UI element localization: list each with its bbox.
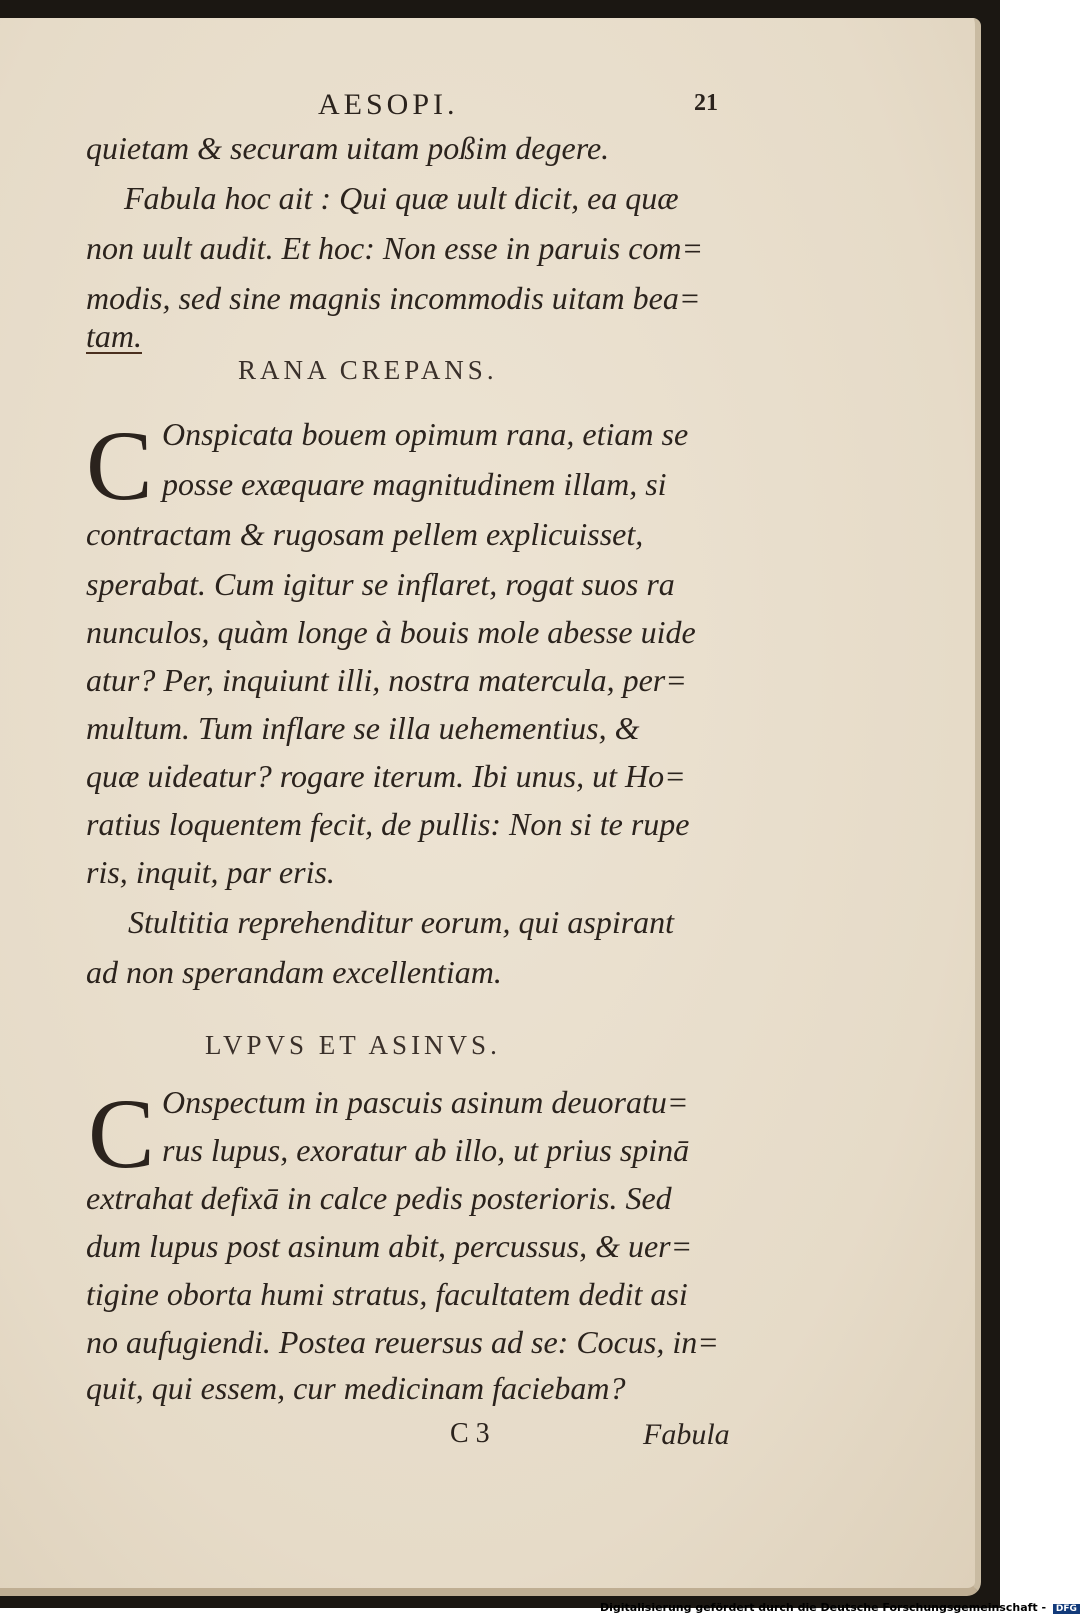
text-line: extrahat defixā in calce pedis posterioris. Sed [86,1180,672,1216]
text-line: Fabula hoc ait : Qui quæ uult dicit, ea quæ [124,180,679,216]
page-number: 21 [694,90,718,116]
text-line: tam. [86,318,142,354]
text-line: Onspectum in pascuis asinum deuoratu= [162,1084,689,1120]
text-line: Onspicata bouem opimum rana, etiam se [162,416,689,452]
text-line: posse exæquare magnitudinem illam, si [162,466,667,502]
text-line: tigine oborta humi stratus, facultatem dedit asi [86,1276,688,1312]
text-line: quietam & securam uitam poßim degere. [86,130,610,166]
text-line: rus lupus, exoratur ab illo, ut prius spinā [162,1132,690,1168]
fable-title: RANA CREPANS. [238,355,498,385]
text-line: ris, inquit, par eris. [86,854,335,890]
drop-capital: C [86,410,153,521]
text-line: atur? Per, inquiunt illi, nostra matercula, per= [86,662,687,698]
drop-capital: C [88,1078,155,1189]
dfg-logo: DFG [1053,1604,1080,1614]
text-line: ratius loquentem fecit, de pullis: Non si te rupe [86,806,690,842]
text-line: quit, qui essem, cur medicinam faciebam? [86,1370,626,1406]
digitization-credit [600,1601,1080,1614]
fable-title: LVPVS ET ASINVS. [205,1030,501,1060]
running-title: AESOPI. [318,88,459,121]
text-line: Stultitia reprehenditur eorum, qui aspirant [128,904,675,940]
text-line: no aufugiendi. Postea reuersus ad se: Cocus, in= [86,1324,719,1360]
text-line: multum. Tum inflare se illa uehementius, & [86,710,640,746]
signature-mark: C 3 [450,1418,490,1449]
text-line: nunculos, quàm longe à bouis mole abesse uide [86,614,696,650]
credit-text: Digitalisierung gefördert durch die Deutsche Forschungsgemeinschaft - [600,1601,1047,1614]
catchword: Fabula [643,1418,730,1451]
text-line: quæ uideatur? rogare iterum. Ibi unus, ut Ho= [86,758,686,794]
text-line: dum lupus post asinum abit, percussus, & uer= [86,1228,693,1264]
text-line: modis, sed sine magnis incommodis uitam bea= [86,280,701,316]
text-line: non uult audit. Et hoc: Non esse in paruis com= [86,230,704,266]
text-line: sperabat. Cum igitur se inflaret, rogat suos ra [86,566,675,602]
book-page [0,18,981,1596]
text-line: contractam & rugosam pellem explicuisset, [86,516,644,552]
text-line: ad non sperandam excellentiam. [86,954,502,990]
